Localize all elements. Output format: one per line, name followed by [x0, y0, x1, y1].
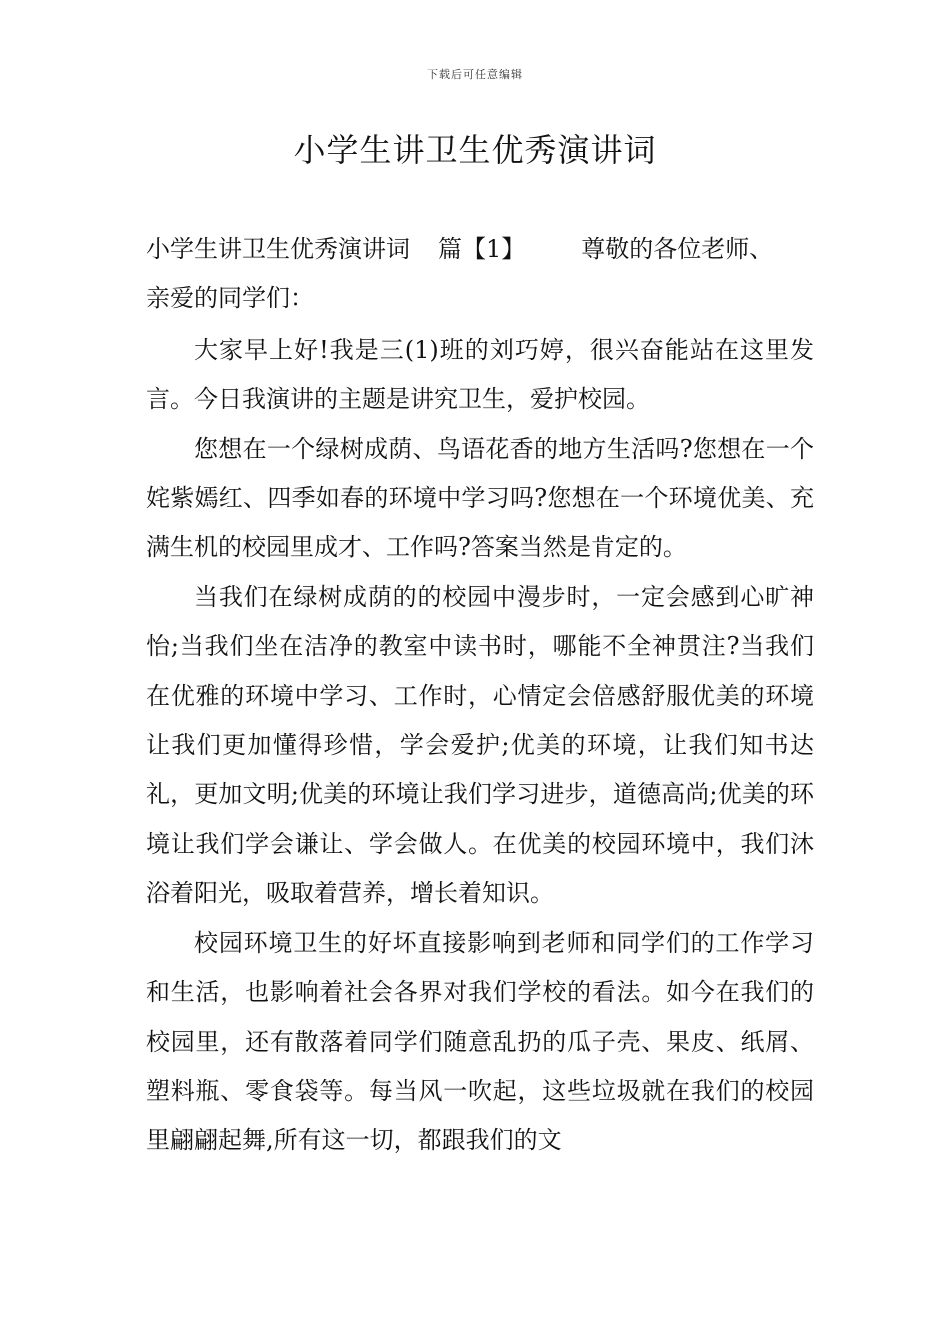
paragraph-3: 当我们在绿树成荫的的校园中漫步时，一定会感到心旷神怡;当我们坐在洁净的教室中读书时，哪能不全神贯注?当我们在优雅的环境中学习、工作时，心情定会倍感舒服优美的环境让我们更加懂得珍惜，学会爱护;优美的环境，让我们知书达礼，更加文明;优美的环境让我们学习进步，道德高尚;优美的环境让我们学会谦让、学会做人。在优美的校园环境中，我们沐浴着阳光，吸取着营养，增长着知识。 [146, 582, 814, 908]
section-number: 篇【1】 [438, 235, 526, 263]
paragraph-4: 校园环境卫生的好坏直接影响到老师和同学们的工作学习和生活，也影响着社会各界对我们学校的看法。如今在我们的校园里，还有散落着同学们随意乱扔的瓜子壳、果皮、纸屑、塑料瓶、零食袋等。每当风一吹起，这些垃圾就在我们的校园里翩翩起舞,所有这一切，都跟我们的文 [146, 928, 814, 1155]
greeting-start: 尊敬的各位老师、 [581, 235, 774, 263]
document-body [146, 225, 814, 1166]
paragraph-2: 您想在一个绿树成荫、鸟语花香的地方生活吗?您想在一个姹紫嫣红、四季如春的环境中学习吗?您想在一个环境优美、充满生机的校园里成才、工作吗?答案当然是肯定的。 [146, 434, 814, 562]
header-note: 下载后可任意编辑 [427, 68, 523, 81]
section-heading-title: 小学生讲卫生优秀演讲词 [146, 235, 410, 263]
paragraph-1: 大家早上好!我是三(1)班的刘巧婷，很兴奋能站在这里发言。今日我演讲的主题是讲究卫生，爱护校园。 [146, 335, 814, 414]
greeting-end: 亲爱的同学们： [146, 284, 314, 313]
section-heading [146, 225, 814, 324]
document-title: 小学生讲卫生优秀演讲词 [293, 131, 657, 169]
